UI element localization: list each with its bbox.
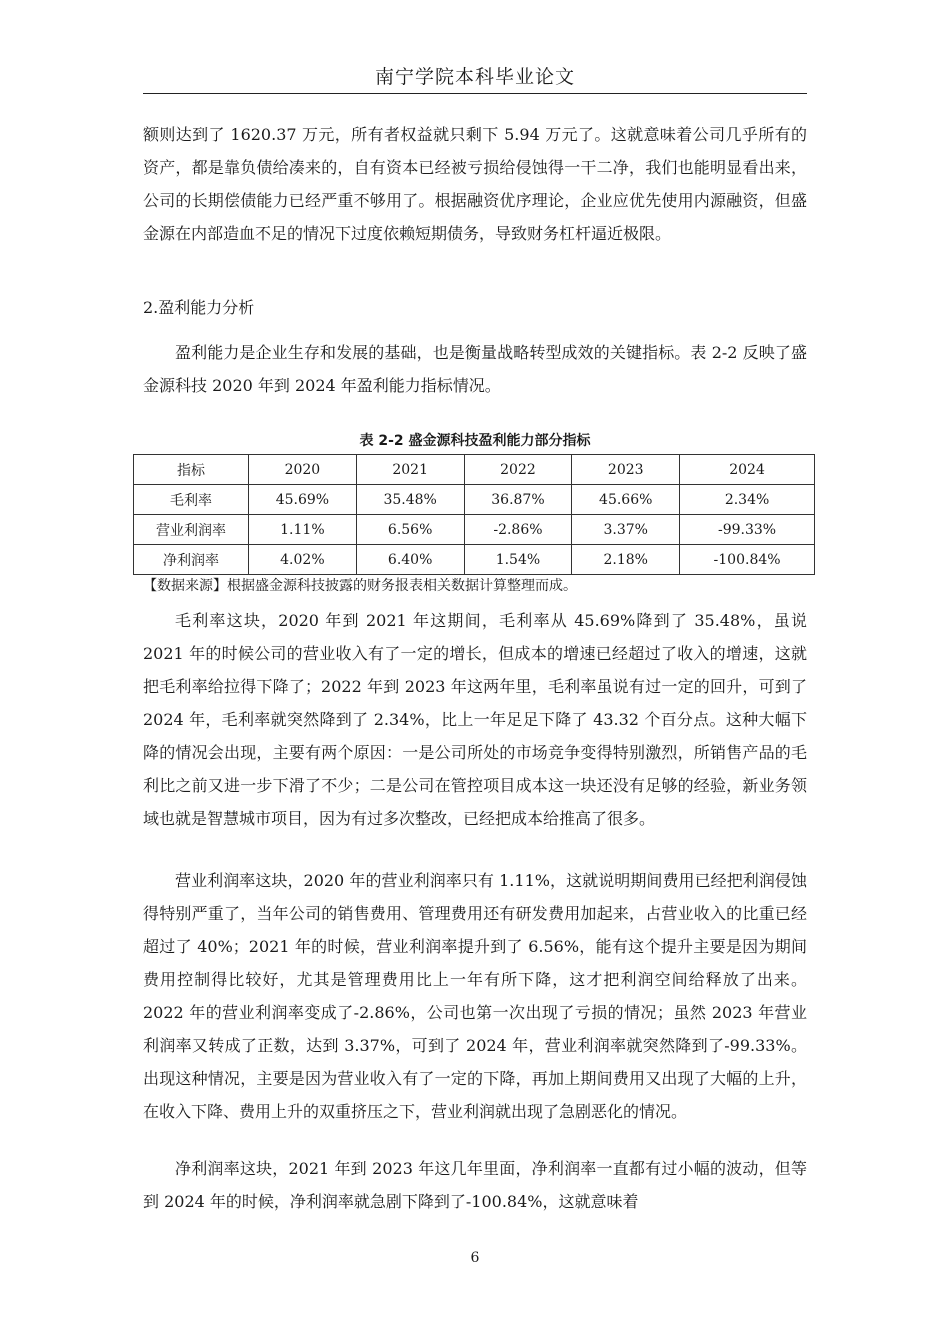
- table-header-cell: 2020: [249, 455, 357, 485]
- header-divider: [143, 93, 807, 94]
- table-cell: 6.56%: [356, 515, 464, 545]
- table-cell: -100.84%: [680, 545, 815, 575]
- page-header-title: 南宁学院本科毕业论文: [374, 66, 575, 88]
- paragraph-operating-margin: 营业利润率这块，2020 年的营业利润率只有 1.11%，这就说明期间费用已经把利润侵蚀得特别严重了，当年公司的销售费用、管理费用还有研发费用加起来，占营业收入的比重已经超过了 40%；2021 年的时候，营业利润率提升到了 6.56%，能有这个提升主要是因为期间费用控制得比较好，尤其是管理费用比上一年有所下降，这才把利润空间给释放了出来。2022 年的营业利润率变成了-2.86%，公司也第一次出现了亏损的情况；虽然 2023 年营业利润率又转成了正数，达到 3.37%，可到了 2024 年，营业利润率就突然降到了-99.33%。出现这种情况，主要是因为营业收入有了一定的下降，再加上期间费用又出现了大幅的上升，在收入下降、费用上升的双重挤压之下，营业利润就出现了急剧恶化的情况。: [143, 871, 807, 1121]
- table-cell: 6.40%: [356, 545, 464, 575]
- table-caption: 表 2-2 盛金源科技盈利能力部分指标: [359, 433, 591, 449]
- section-heading: 2.盈利能力分析: [143, 298, 255, 317]
- table-cell: -99.33%: [680, 515, 815, 545]
- table-cell: 2.34%: [680, 485, 815, 515]
- table-row-label: 营业利润率: [134, 515, 249, 545]
- table-cell: -2.86%: [464, 515, 572, 545]
- table-header-row: [134, 455, 815, 485]
- table-header-cell: 2021: [356, 455, 464, 485]
- table-cell: 2.18%: [572, 545, 680, 575]
- table-cell: 36.87%: [464, 485, 572, 515]
- table-header-cell: 2022: [464, 455, 572, 485]
- table-row: [134, 545, 815, 575]
- table-cell: 35.48%: [356, 485, 464, 515]
- table-source-note: 【数据来源】根据盛金源科技披露的财务报表相关数据计算整理而成。: [143, 578, 577, 594]
- table-cell: 45.69%: [249, 485, 357, 515]
- table-row: [134, 485, 815, 515]
- paragraph-debt-summary: 额则达到了 1620.37 万元，所有者权益就只剩下 5.94 万元了。这就意味着公司几乎所有的资产，都是靠负债给凑来的，自有资本已经被亏损给侵蚀得一干二净，我们也能明显看出来，公司的长期偿债能力已经严重不够用了。根据融资优序理论，企业应优先使用内源融资，但盛金源在内部造血不足的情况下过度依赖短期债务，导致财务杠杆逼近极限。: [143, 125, 807, 243]
- table-row-label: 净利润率: [134, 545, 249, 575]
- table-cell: 45.66%: [572, 485, 680, 515]
- page-number: 6: [470, 1250, 480, 1266]
- table-row-label: 毛利率: [134, 485, 249, 515]
- paragraph-gross-margin: 毛利率这块，2020 年到 2021 年这期间，毛利率从 45.69%降到了 35.48%，虽说 2021 年的时候公司的营业收入有了一定的增长，但成本的增速已经超过了收入的增速，这就把毛利率给拉得下降了；2022 年到 2023 年这两年里，毛利率虽说有过一定的回升，可到了 2024 年，毛利率就突然降到了 2.34%，比上一年足足下降了 43.32 个百分点。这种大幅下降的情况会出现，主要有两个原因：一是公司所处的市场竞争变得特别激烈，所销售产品的毛利比之前又进一步下滑了不少；二是公司在管控项目成本这一块还没有足够的经验，新业务领域也就是智慧城市项目，因为有过多次整改，已经把成本给推高了很多。: [143, 611, 807, 828]
- table-row: [134, 515, 815, 545]
- paragraph-net-margin: 净利润率这块，2021 年到 2023 年这几年里面，净利润率一直都有过小幅的波动，但等到 2024 年的时候，净利润率就急剧下降到了-100.84%，这就意味着: [143, 1159, 807, 1211]
- paragraph-profitability-intro: 盈利能力是企业生存和发展的基础，也是衡量战略转型成效的关键指标。表 2-2 反映了盛金源科技 2020 年到 2024 年盈利能力指标情况。: [143, 343, 807, 395]
- table-cell: 1.54%: [464, 545, 572, 575]
- profitability-table: [133, 454, 815, 575]
- table-header-cell: 2023: [572, 455, 680, 485]
- table-header-cell: 2024: [680, 455, 815, 485]
- table-header-cell: 指标: [134, 455, 249, 485]
- table-cell: 3.37%: [572, 515, 680, 545]
- table-cell: 4.02%: [249, 545, 357, 575]
- table-cell: 1.11%: [249, 515, 357, 545]
